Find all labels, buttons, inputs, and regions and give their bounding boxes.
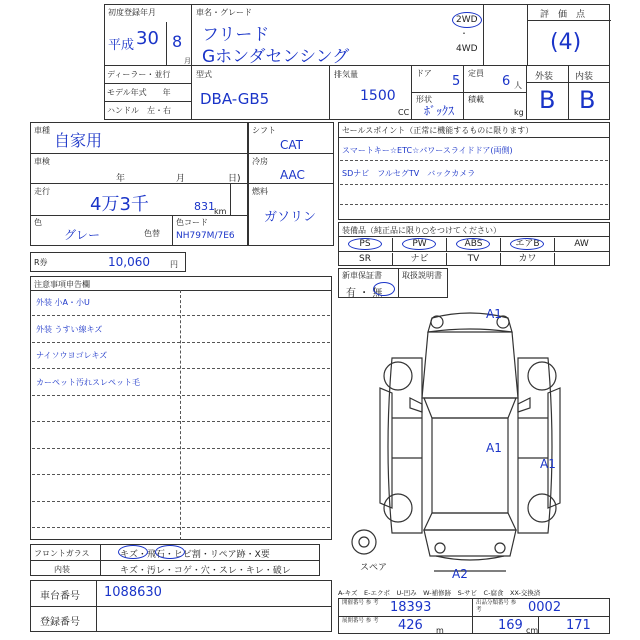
doors-label: ドア (416, 69, 432, 78)
note-line-3: ナイソウヨゴレキズ (36, 351, 108, 360)
sales-points-label: セールスポイント（正常に機能するものに限ります） (342, 126, 534, 135)
car-name: フリード (202, 25, 270, 45)
equipment-item: SR (359, 254, 371, 264)
capacity-label: 定員 (468, 69, 484, 78)
color-label: 色 (34, 218, 42, 227)
equipment-item: TV (446, 253, 500, 266)
equipment-item (554, 253, 608, 266)
sales-line-1: スマートキー☆ETC☆パワースライドドア(両側) (342, 146, 513, 155)
height-value: 171 (566, 618, 591, 633)
chassis-label: 車台番号 (40, 591, 80, 602)
auction-value: 18393 (390, 600, 432, 615)
damage-mark-front: A1 (486, 307, 502, 321)
score-label: 評 価 点 (540, 10, 586, 20)
color-code-label: 色コード (176, 218, 208, 227)
drive-2wd: 2WD (456, 15, 478, 25)
drive-4wd: 4WD (456, 44, 478, 54)
era: 平成 (108, 38, 135, 53)
equipment-item: PS (359, 239, 371, 249)
warranty-label: 新車保証書 (342, 271, 382, 280)
ac-label: 冷房 (252, 157, 268, 166)
row-label: 展開番号 参 考 (342, 618, 379, 624)
note-rule (32, 421, 330, 422)
damage-mark-right: A1 (540, 457, 556, 471)
damage-legend: A-キズ E-エクボ U-凹み W-補修跡 S-サビ C-腐食 XX-交換済 (338, 589, 541, 597)
body-value: ﾎﾞｯｸｽ (424, 104, 455, 118)
equipment-circle (456, 238, 490, 250)
load-unit: kg (514, 108, 524, 117)
displacement-label: 排気量 (334, 70, 358, 79)
first-reg-label: 初度登録年月 (108, 8, 156, 17)
cc-unit: CC (398, 108, 410, 117)
km-unit: km (214, 207, 227, 216)
reg-label: 登録番号 (40, 617, 80, 628)
notes-label: 注意事項申告欄 (34, 280, 90, 289)
grade: Gホンダセンシング (202, 47, 350, 67)
capacity-cell (464, 66, 527, 120)
chassis-value: 1088630 (104, 585, 162, 600)
note-line-2: 外装 うすい線キズ (36, 325, 103, 334)
inspection-year: 年 (116, 174, 126, 184)
front-glass-label: フロントガラス (34, 549, 90, 558)
dealer-cell (104, 66, 192, 120)
reg-month: 8 (172, 32, 183, 51)
equipment-item: ABS (446, 238, 500, 251)
capacity-value: 6 (502, 74, 511, 89)
manual-label: 取扱説明書 (402, 271, 442, 280)
score-cell (527, 4, 610, 66)
note-rule (32, 395, 330, 396)
color-value: グレー (64, 228, 101, 242)
m-unit: m (436, 626, 444, 635)
sales-line-2: SDナビ フルセグTV バックカメラ (342, 169, 476, 178)
inspection-label: 車検 (34, 157, 50, 166)
row-value: 426 (398, 618, 423, 633)
note-rule (32, 527, 330, 528)
color-code-value: NH797M/7E6 (176, 231, 235, 241)
displacement-value: 1500 (360, 88, 396, 104)
class-label: 出品分類番号 参 考 (476, 600, 517, 613)
recycle-unit: 円 (170, 260, 178, 269)
reg-year: 30 (136, 28, 159, 49)
handle-label: ハンドル 左・右 (107, 106, 171, 115)
equipment-item: PW (392, 238, 446, 251)
glass-circle-1 (118, 545, 148, 559)
first-reg-cell (104, 4, 192, 66)
inspection-day: 日) (228, 174, 241, 184)
interior-cond-value: キズ・汚レ・コゲ・穴・スレ・キレ・破レ (120, 566, 291, 576)
warranty-circle (373, 282, 395, 296)
mileage-value: 4万3千 (90, 194, 149, 215)
equipment-item: カワ (500, 253, 554, 266)
weight-value: 169 (498, 618, 523, 633)
color-change-label: 色替 (144, 229, 160, 238)
category-value: 自家用 (54, 131, 103, 150)
note-rule (32, 315, 330, 316)
mileage-fine: 831 (194, 200, 215, 213)
exterior-grade: B (539, 86, 556, 114)
note-rule (32, 448, 330, 449)
category-label: 車種 (34, 126, 50, 135)
type-value: DBA-GB5 (200, 90, 270, 108)
model-year-label: モデル年式 年 (107, 88, 171, 97)
month-unit: 月 (184, 57, 191, 65)
note-line-4: カーペット汚れスレペット毛 (36, 378, 140, 387)
dealer-label: ディーラー・並行 (107, 70, 171, 79)
note-rule (32, 368, 330, 369)
recycle-label: R券 (34, 258, 48, 267)
damage-mark-rear: A2 (452, 567, 468, 581)
fuel-label: 燃料 (252, 187, 268, 196)
score-value: (4) (550, 30, 582, 55)
doors-cell (412, 66, 464, 120)
equipment-item: エアB (500, 238, 554, 251)
note-line-1: 外装 小A・小U (36, 298, 90, 307)
exterior-label: 外装 (535, 72, 554, 82)
body-label: 形状 (416, 95, 432, 104)
doors-value: 5 (452, 74, 461, 89)
fuel-value: ガソリン (264, 210, 317, 225)
note-rule (32, 474, 330, 475)
capacity-unit: 人 (514, 81, 522, 90)
interior-grade: B (579, 86, 596, 114)
spare-label: スペア (360, 563, 388, 573)
equipment-circle (348, 238, 382, 250)
shift-label: シフト (252, 126, 276, 135)
name-grade-label: 車名・グレード (196, 8, 252, 17)
shift-value: CAT (280, 138, 303, 152)
load-label: 積載 (468, 95, 484, 104)
warranty-value: 有 ・ 無 (346, 288, 383, 299)
equipment-circle (510, 238, 544, 250)
equipment-circle (402, 238, 436, 250)
drive-dot: ・ (460, 29, 468, 38)
mileage-label: 走行 (34, 187, 50, 196)
ac-value: AAC (280, 168, 305, 182)
type-label: 型式 (196, 70, 212, 79)
note-rule (32, 501, 330, 502)
type-cell (192, 66, 330, 120)
note-rule (32, 342, 330, 343)
class-value: 0002 (528, 600, 562, 615)
equipment-item: ナビ (392, 253, 446, 266)
equipment-item: AW (554, 238, 608, 251)
cm-unit: cm (526, 626, 539, 635)
displacement-cell (330, 66, 412, 120)
auction-label: 開催番号 参 考 (342, 600, 379, 606)
recycle-value: 10,060 (108, 255, 150, 269)
front-glass-value: キズ・飛石・ヒビ割・リペア跡・X要 (120, 550, 270, 560)
car-diagram (340, 298, 600, 588)
equipment-label: 装備品（純正品に限り○をつけてください） (342, 226, 501, 235)
glass-circle-2 (155, 545, 185, 559)
inspection-month: 月 (176, 174, 186, 184)
grade-cells (527, 66, 610, 120)
name-grade-cell (192, 4, 484, 66)
damage-mark-roof: A1 (486, 441, 502, 455)
interior-cond-label: 内装 (54, 565, 70, 574)
interior-label: 内装 (575, 72, 594, 82)
